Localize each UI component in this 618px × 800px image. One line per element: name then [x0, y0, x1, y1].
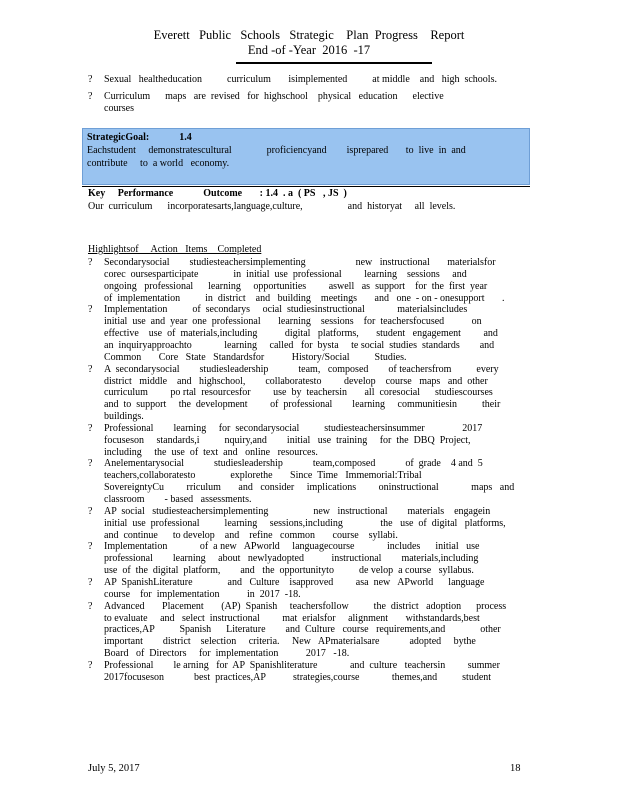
highlight-item-line: 2017focuseson best practices,AP strategies,course themes,and student [104, 671, 492, 683]
highlight-item-line: Professional le arning for AP Spanishliterature and culture teachersin summer [104, 659, 500, 671]
bullet-marker: ? [88, 600, 93, 612]
highlight-item-line: teachers,collaboratesto explorethe Since Time Immemorial:Tribal [104, 470, 422, 482]
highlight-item-line: Anelementarysocial studiesleadership team,composed of grade 4 and 5 [104, 458, 483, 470]
highlight-item-line: focuseson standards,i nquiry,and initial use training for the DBQ Project, [104, 434, 471, 446]
bullet-marker: ? [88, 257, 93, 268]
highlight-item-line: ongoing professional learning opportunities aswell as support for the first year [104, 280, 488, 292]
bullet-marker: ? [88, 576, 93, 588]
highlight-item-line: Board of Directors for implementation 2017 -18. [104, 648, 350, 660]
bullet-marker: ? [88, 541, 93, 553]
page-number: 18 [510, 763, 521, 774]
highlight-item-line: AP social studiesteachersimplementing new instructional materials engagein [104, 505, 491, 517]
highlight-item-line: SovereigntyCu rriculum and consider implications oninstructional maps and [104, 482, 515, 494]
kpi-text: Our curriculum incorporatesarts,language,culture, and historyat all levels. [88, 201, 456, 212]
highlight-item-line: Implementation of secondarys ocial studiesinstructional materialsincludes [104, 304, 468, 316]
intro-bullet-line: Sexual healtheducation curriculum isimplemented at middle and high schools. [104, 74, 497, 85]
bullet-marker: ? [88, 304, 93, 316]
bullet-marker: ? [88, 458, 93, 470]
kpi-rule [82, 186, 530, 187]
highlight-item-line: corec oursesparticipate in initial use professional learning sessions and [104, 268, 467, 280]
highlight-item-line: initial use and year one professional learning sessions for teachersfocused on [104, 316, 482, 328]
title-rule [236, 62, 432, 64]
highlight-item-line: professional learning about newlyadopted instructional materials,including [104, 553, 479, 565]
highlights-heading: Highlightsof Action Items Completed [88, 244, 262, 255]
highlight-item-line: effective use of materials,including digital platforms, student engagement and [104, 328, 498, 340]
kpi-label: Key Performance Outcome : 1.4 . a ( PS , JS ) [88, 188, 347, 199]
highlight-item-line: Implementation of a new APworld languagecourse includes initial use [104, 541, 480, 553]
bullet-marker: ? [88, 422, 93, 434]
highlight-item-line: Professional learning for secondarysocial studiesteachersinsummer 2017 [104, 422, 483, 434]
highlight-item-line: and to support the development of professional learning communitiesin their [104, 399, 501, 411]
bullet-marker: ? [88, 505, 93, 517]
highlight-item-line: course for implementation in 2017 -18. [104, 588, 301, 600]
highlight-item-line: initial use professional learning sessions,including the use of digital platforms, [104, 517, 506, 529]
bullet-marker: ? [88, 74, 93, 85]
highlight-item-line: buildings. [104, 411, 144, 423]
strategic-goal-box [82, 128, 530, 185]
highlight-item-line: to evaluate and select instructional mat erialsfor alignment withstandards,best [104, 612, 480, 624]
highlight-item-line: important district selection criteria. New APmaterialsare adopted bythe [104, 636, 476, 648]
highlight-item-line: A secondarysocial studiesleadership team, composed of teachersfrom every [104, 363, 499, 375]
report-subtitle: End -of -Year 2016 -17 [247, 43, 371, 57]
highlight-item-line: Advanced Placement (AP) Spanish teachersfollow the district adoption process [104, 600, 507, 612]
intro-bullet-line: courses [104, 103, 134, 114]
highlight-item-line: practices,AP Spanish Literature and Culture course requirements,and other [104, 624, 501, 636]
highlight-item-line: of implementation in district and building meetings and one - on - onesupport . [104, 292, 505, 304]
bullet-marker: ? [88, 91, 93, 102]
strategic-goal-label: StrategicGoal: 1.4 [87, 132, 192, 143]
footer-date: July 5, 2017 [88, 763, 140, 774]
highlight-item-line: Secondarysocial studiesteachersimplementing new instructional materialsfor [104, 257, 496, 268]
strategic-goal-text: Eachstudent demonstratescultural proficiencyand isprepared to live in and [87, 145, 466, 156]
bullet-marker: ? [88, 659, 93, 671]
highlight-item-line: AP SpanishLiterature and Culture isapproved asa new APworld language [104, 576, 485, 588]
highlight-item-line: and continue to develop and refine common course syllabi. [104, 529, 398, 541]
highlight-item-line: classroom - based assessments. [104, 494, 252, 505]
highlight-item-line: curriculum po rtal resourcesfor use by teachersin all coresocial studiescourses [104, 387, 493, 399]
strategic-goal-text: contribute to a world economy. [87, 158, 230, 169]
highlight-item-line: an inquiryapproachto learning called for bysta te social studies standards and [104, 339, 495, 351]
highlight-item-line: district middle and highschool, collaboratesto develop course maps and other [104, 375, 488, 387]
bullet-marker: ? [88, 363, 93, 375]
highlight-item-line: Common Core State Standardsfor History/Social Studies. [104, 351, 407, 363]
intro-bullet-line: Curriculum maps are revised for highschool physical education elective [104, 91, 444, 102]
highlight-item-line: use of the digital platform, and the opportunityto de velop a course syllabus. [104, 565, 474, 577]
highlight-item-line: including the use of text and online resources. [104, 446, 318, 458]
report-title: Everett Public Schools Strategic Plan Progress Report [153, 28, 465, 42]
